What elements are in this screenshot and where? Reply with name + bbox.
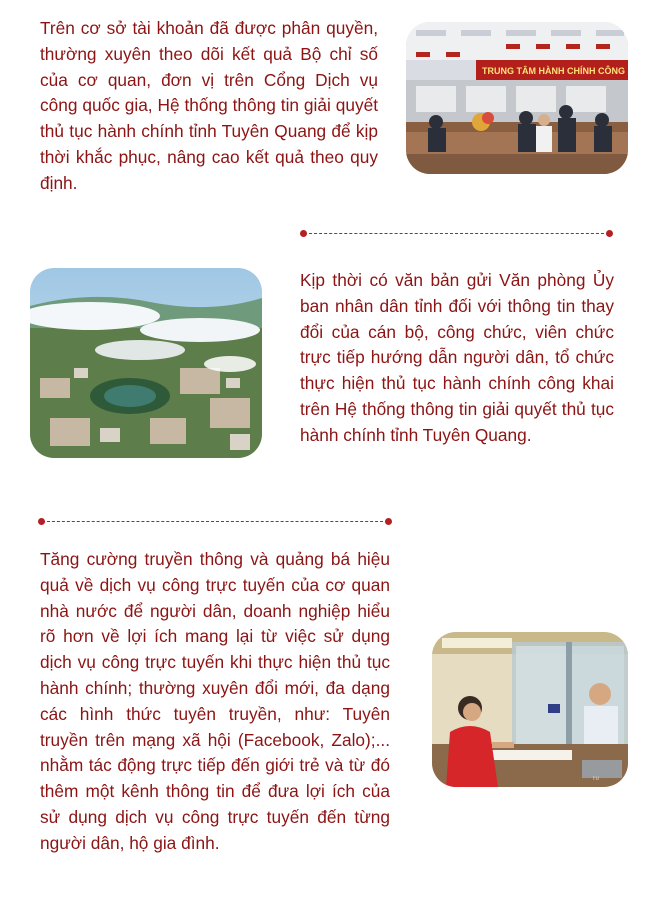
photo-aerial-city xyxy=(30,268,262,458)
section-2-text: Kịp thời có văn bản gửi Văn phòng Ủy ban nhân dân tỉnh đối với thông tin thay đổi của cán bộ, công chức, viên chức trực tiếp hướng dẫn người dân, tổ chức thực hiện thủ tục hành chính công khai trên Hệ thống thông tin giải quyết thủ tục hành chính tỉnh Tuyên Quang. xyxy=(300,270,614,445)
divider xyxy=(300,230,613,238)
divider xyxy=(38,518,392,526)
photo-public-service-center xyxy=(406,22,628,174)
center-sign-text: TRUNG TÂM HÀNH CHÍNH CÔNG xyxy=(482,66,625,76)
section-1-text: Trên cơ sở tài khoản đã được phân quyền, thường xuyên theo dõi kết quả Bộ chỉ số của cơ quan, đơn vị trên Cổng Dịch vụ công quốc gia, Hệ thống thông tin giải quyết thủ tục hành chính tỉnh Tuyên Quang để kịp thời khắc phục, nâng cao kết quả theo quy định. xyxy=(40,18,378,193)
photo-service-counter xyxy=(432,632,628,787)
section-3-text: Tăng cường truyền thông và quảng bá hiệu quả về dịch vụ công trực tuyến của cơ quan nhà nước để người dân, doanh nghiệp hiểu rõ hơn về lợi ích mang lại từ việc sử dụng dịch vụ công trực tuyến khi thực hiện thủ tục hành chính; thường xuyên đổi mới, đa dạng các hình thức tuyên truyền, như: Tuyên truyền trên mạng xã hội (Facebook, Zalo);... nhằm tác động trực tiếp đến giới trẻ và từ đó thêm một kênh thông tin để đưa lợi ích của sử dụng dịch vụ công trực tuyến đến từng người dân, hộ gia đình. xyxy=(40,549,390,853)
svg-text:Tu: Tu xyxy=(592,776,599,782)
